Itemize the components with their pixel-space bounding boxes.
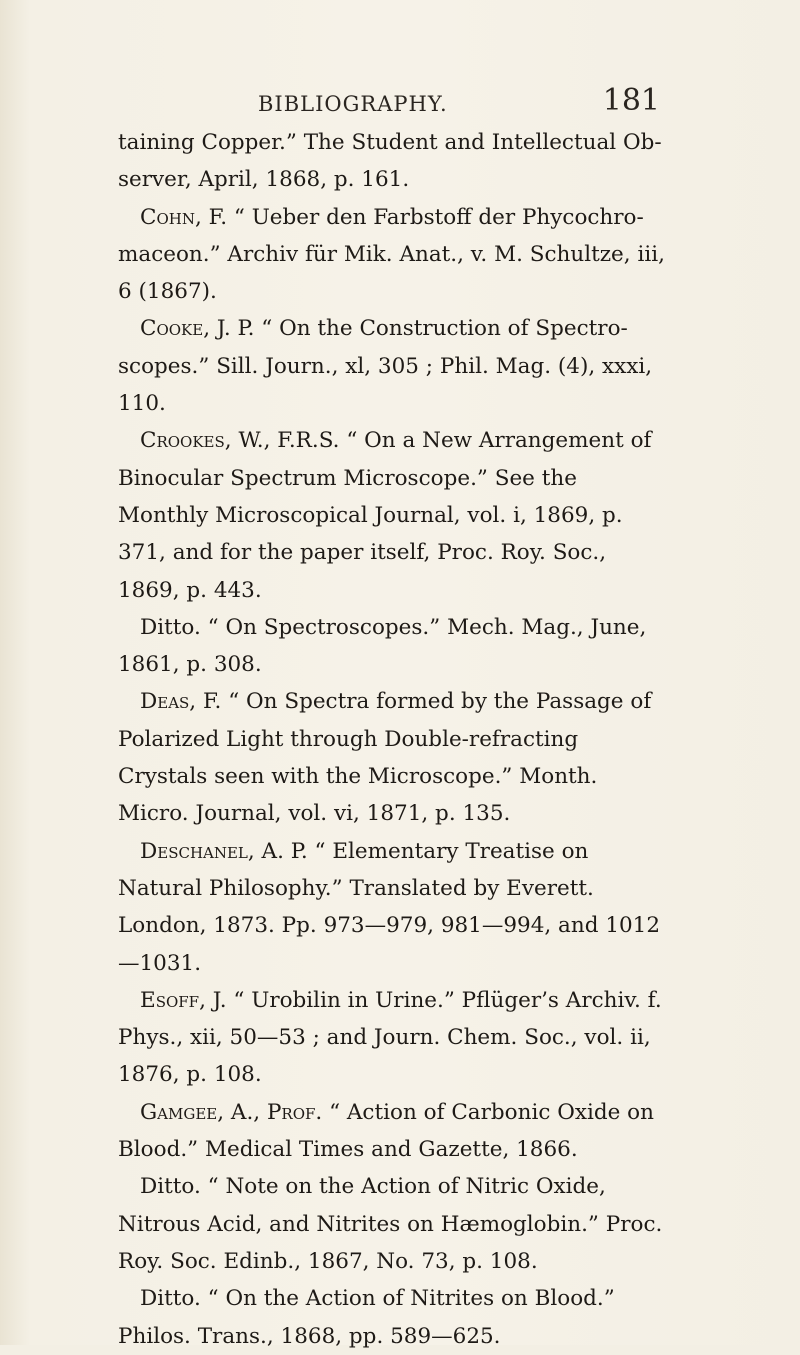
entry-text: “ Urobilin in Urine.” Pflüger’s Archiv. f. Phys., xii, 50—53 ; and Journ. Chem. Soc., vol. ii, 1876, p. 108. <box>118 987 662 1088</box>
entry-text: “ Elementary Treatise on Natural Philosophy.” Translated by Everett. London, 1873. Pp. 973—979, 981—994, and 1012—1031. <box>118 838 661 976</box>
running-title: BIBLIOGRAPHY. <box>258 92 448 116</box>
entry-author: Deschanel, A. P. <box>140 838 308 864</box>
entry-text: taining Copper.” The Student and Intellectual Observer, April, 1868, p. 161. <box>118 130 662 193</box>
bibliography-text <box>118 124 666 1355</box>
entry-text: “ On the Construction of Spectroscopes.” Sill. Journ., xl, 305 ; Phil. Mag. (4), xxxi, 110. <box>118 316 653 417</box>
entry-esoff <box>118 982 666 1094</box>
entry-text: “ Action of Carbonic Oxide on Blood.” Medical Times and Gazette, 1866. <box>118 1099 654 1163</box>
entry-author: Esoff, J. <box>140 987 227 1013</box>
entry-cooke <box>118 310 666 422</box>
entry-ditto-nitrites-blood <box>118 1280 666 1355</box>
entry-text: “ On a New Arrangement of Binocular Spectrum Microscope.” See the Monthly Microscopical Journal, vol. i, 1869, p. 371, and for the paper itself, Proc. Roy. Soc., 1869, p. 443. <box>118 428 652 603</box>
entry-author: Gamgee, A., Prof. <box>140 1099 323 1125</box>
entry-author: Cooke, J. P. <box>140 316 255 342</box>
entry-text: Ditto. “ Note on the Action of Nitric Oxide, Nitrous Acid, and Nitrites on Hæmoglobin.” Proc. Roy. Soc. Edinb., 1867, No. 73, p. 108. <box>118 1174 663 1274</box>
entry-author: Deas, F. <box>140 689 222 715</box>
entry-text: Ditto. “ On the Action of Nitrites on Blood.” Philos. Trans., 1868, pp. 589—625. <box>118 1286 615 1349</box>
entry-author: Crookes, W., F.R.S. <box>140 428 340 454</box>
page-number: 181 <box>602 83 660 118</box>
entry-continuation <box>118 124 666 199</box>
entry-deschanel <box>118 833 666 982</box>
entry-deas <box>118 683 666 832</box>
entry-ditto-nitric-oxide <box>118 1168 666 1280</box>
entry-text: “ Ueber den Farbstoff der Phycochromaceon.” Archiv für Mik. Anat., v. M. Schultze, iii, 6 (1867). <box>118 204 665 305</box>
entry-ditto-spectroscopes <box>118 609 666 684</box>
entry-crookes <box>118 422 666 608</box>
entry-author: Cohn, F. <box>140 204 228 230</box>
entry-text: Ditto. “ On Spectroscopes.” Mech. Mag., June, 1861, p. 308. <box>118 614 647 678</box>
entry-gamgee <box>118 1094 666 1169</box>
entry-cohn <box>118 199 666 311</box>
page-header <box>258 78 660 118</box>
entry-text: “ On Spectra formed by the Passage of Polarized Light through Double-refracting Crystals seen with the Microscope.” Month. Micro. Journal, vol. vi, 1871, p. 135. <box>118 689 652 827</box>
